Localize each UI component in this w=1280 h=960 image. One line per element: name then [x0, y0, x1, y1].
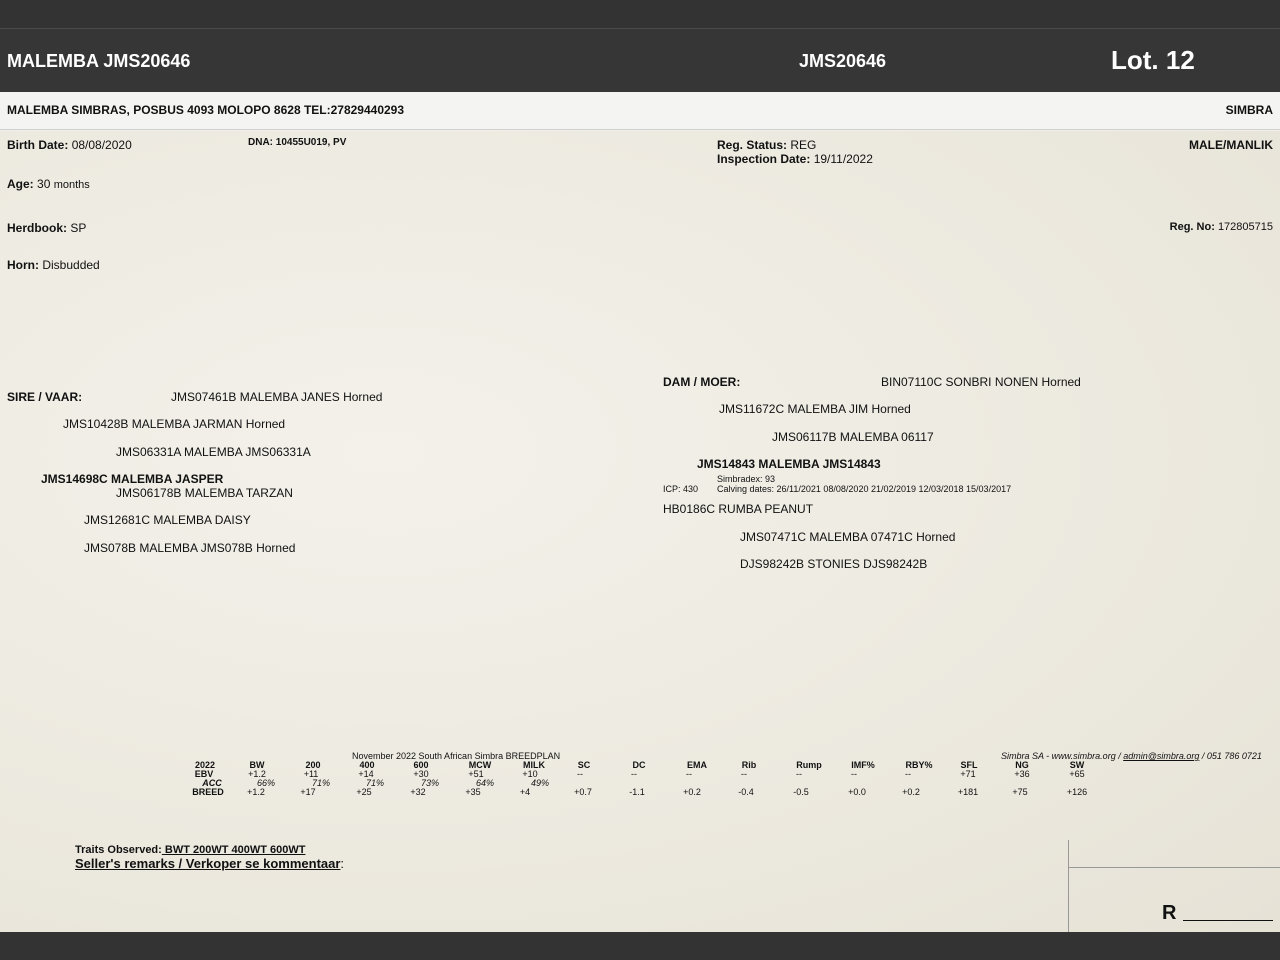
- remarks-label: Seller's remarks / Verkoper se kommentaar: [75, 856, 341, 871]
- ebv-value: --: [577, 769, 583, 779]
- price-box: [1068, 840, 1280, 932]
- ebv-header-dc: DC: [632, 760, 646, 770]
- dam-sire-sire: JMS06117B MALEMBA 06117: [772, 430, 934, 444]
- dam: BIN07110C SONBRI NONEN Horned: [881, 375, 1081, 389]
- header-bar: [0, 28, 1280, 92]
- reg-status-value: REG: [790, 138, 817, 152]
- birth-date: [7, 138, 132, 152]
- ebv-header-imfpct: IMF%: [851, 760, 875, 770]
- ebv-header-rump: Rump: [796, 760, 822, 770]
- herdbook-label: Herdbook:: [7, 221, 67, 235]
- age-value: 30: [37, 177, 51, 191]
- horn-value: Disbudded: [42, 258, 100, 272]
- ebv-header-sfl: SFL: [960, 760, 978, 770]
- reg-status-label: Reg. Status:: [717, 138, 788, 152]
- sex: MALE/MANLIK: [1189, 138, 1273, 152]
- sire-dam-dam: JMS078B MALEMBA JMS078B Horned: [84, 541, 296, 555]
- dam-label: DAM / MOER:: [663, 375, 741, 389]
- calving-dates: Calving dates: 26/11/2021 08/08/2020 21/02/2019 12/03/2018 15/03/2017: [717, 484, 1012, 494]
- sire: JMS07461B MALEMBA JANES Horned: [171, 390, 383, 404]
- ebv-breed-average: +4: [519, 787, 531, 797]
- ebv-breed-average: +75: [1012, 787, 1028, 797]
- ebv-breed-average: -0.5: [793, 787, 809, 797]
- dam-line-animal: JMS14843 MALEMBA JMS14843: [697, 457, 881, 471]
- dam-dam: HB0186C RUMBA PEANUT: [663, 502, 814, 516]
- breed-row-label: BREED: [192, 787, 224, 797]
- age-unit: months: [53, 179, 90, 191]
- ebv-value: +14: [358, 769, 374, 779]
- reg-no: [1170, 221, 1273, 233]
- age-label: Age:: [7, 177, 34, 191]
- reg-no-label: Reg. No:: [1169, 221, 1215, 233]
- ebv-value: +36: [1014, 769, 1030, 779]
- ebv-accuracy: 73%: [420, 778, 439, 788]
- ebv-header-bw: BW: [249, 760, 265, 770]
- ebv-breed-average: +181: [957, 787, 979, 797]
- ebv-accuracy: 66%: [256, 778, 275, 788]
- contact-suffix: / 051 786 0721: [1199, 751, 1262, 761]
- ebv-breed-average: +1.2: [247, 787, 265, 797]
- sellers-remarks: [75, 856, 344, 871]
- inspection-date: [717, 152, 873, 166]
- ebv-breed-average: +0.2: [683, 787, 701, 797]
- ebv-value: +51: [468, 769, 484, 779]
- ebv-value: +65: [1069, 769, 1085, 779]
- price-currency: R: [1162, 902, 1177, 924]
- contact-prefix: Simbra SA - www.simbra.org /: [1001, 751, 1124, 761]
- dna-info: DNA: 10455U019, PV: [248, 137, 347, 148]
- ebv-breed-average: +35: [465, 787, 481, 797]
- ebv-breed-average: +32: [410, 787, 426, 797]
- ebv-accuracy: 71%: [365, 778, 384, 788]
- animal-name: MALEMBA JMS20646: [7, 51, 191, 71]
- ebv-breed-average: +25: [356, 787, 372, 797]
- ebv-breed-average: +126: [1066, 787, 1088, 797]
- ebv-header-400: 400: [359, 760, 375, 770]
- breed-name: SIMBRA: [1225, 103, 1273, 117]
- reg-status: [717, 138, 816, 152]
- ebv-value: --: [686, 769, 692, 779]
- ebv-header-rib: Rib: [741, 760, 757, 770]
- ebv-title: November 2022 South African Simbra BREEDPLAN: [352, 751, 561, 761]
- ebv-value: --: [631, 769, 637, 779]
- ebv-row-label: EBV: [194, 769, 214, 779]
- inspection-date-value: 19/11/2022: [813, 152, 873, 166]
- catalogue-page: [0, 131, 1280, 932]
- ebv-accuracy: 49%: [530, 778, 549, 788]
- price-blank-line[interactable]: [1183, 920, 1273, 921]
- ebv-header-ng: NG: [1015, 760, 1029, 770]
- breeder-bar: [0, 92, 1280, 130]
- sire-sire-dam: JMS06178B MALEMBA TARZAN: [116, 486, 293, 500]
- icp: ICP: 430: [663, 484, 699, 494]
- ebv-header-milk: MILK: [523, 760, 545, 770]
- contact-email-link[interactable]: admin@simbra.org: [1123, 751, 1200, 761]
- herdbook-value: SP: [70, 221, 87, 235]
- horn: [7, 258, 100, 272]
- animal-id: JMS20646: [799, 51, 887, 71]
- ebv-header-sw: SW: [1069, 760, 1085, 770]
- ebv-breed-average: +0.7: [574, 787, 592, 797]
- dam-dam-dam: DJS98242B STONIES DJS98242B: [740, 557, 928, 571]
- ebv-year: 2022: [194, 760, 216, 770]
- age: [7, 177, 90, 191]
- traits-observed: [75, 844, 305, 856]
- sire-label: SIRE / VAAR:: [7, 390, 83, 404]
- ebv-value: --: [796, 769, 802, 779]
- ebv-header-600: 600: [413, 760, 429, 770]
- ebv-value: +10: [522, 769, 538, 779]
- ebv-header-ema: EMA: [687, 760, 707, 770]
- traits-list: BWT 200WT 400WT 600WT: [161, 844, 306, 856]
- remarks-colon: :: [340, 856, 345, 871]
- acc-row-label: ACC: [202, 778, 222, 788]
- ebv-value: --: [905, 769, 911, 779]
- horn-label: Horn:: [7, 258, 39, 272]
- price-box-divider: [1069, 867, 1280, 868]
- ebv-value: +11: [303, 769, 319, 779]
- simbradex: Simbradex: 93: [717, 474, 776, 484]
- breeder-address: MALEMBA SIMBRAS, POSBUS 4093 MOLOPO 8628 TEL:27829440293: [7, 103, 405, 117]
- ebv-value: --: [741, 769, 747, 779]
- traits-label: Traits Observed:: [75, 844, 162, 856]
- bottom-strip: [0, 932, 1280, 960]
- top-strip: [0, 0, 1280, 28]
- inspection-date-label: Inspection Date:: [717, 152, 811, 166]
- ebv-accuracy: 71%: [311, 778, 330, 788]
- ebv-accuracy: 64%: [475, 778, 494, 788]
- birth-date-label: Birth Date:: [7, 138, 69, 152]
- ebv-breed-average: -1.1: [629, 787, 645, 797]
- dam-dam-sire: JMS07471C MALEMBA 07471C Horned: [740, 530, 956, 544]
- reg-no-value: 172805715: [1217, 221, 1273, 233]
- ebv-header-200: 200: [305, 760, 321, 770]
- ebv-breed-average: +0.0: [848, 787, 866, 797]
- ebv-value: --: [851, 769, 857, 779]
- ebv-header-rbypct: RBY%: [905, 760, 933, 770]
- ebv-header-mcw: MCW: [468, 760, 492, 770]
- sire-line-animal: JMS14698C MALEMBA JASPER: [41, 472, 224, 486]
- ebv-breed-average: +17: [300, 787, 316, 797]
- sire-sire: JMS10428B MALEMBA JARMAN Horned: [63, 417, 286, 431]
- ebv-breed-average: -0.4: [738, 787, 754, 797]
- lot-number: Lot. 12: [1111, 45, 1195, 75]
- ebv-value: +71: [960, 769, 976, 779]
- ebv-breed-average: +0.2: [902, 787, 920, 797]
- sire-sire-sire: JMS06331A MALEMBA JMS06331A: [116, 445, 311, 459]
- birth-date-value: 08/08/2020: [71, 138, 132, 152]
- ebv-header-sc: SC: [577, 760, 591, 770]
- herdbook: [7, 221, 86, 235]
- ebv-value: +30: [413, 769, 429, 779]
- dam-sire: JMS11672C MALEMBA JIM Horned: [719, 402, 911, 416]
- ebv-value: +1.2: [248, 769, 266, 779]
- sire-dam: JMS12681C MALEMBA DAISY: [84, 513, 251, 527]
